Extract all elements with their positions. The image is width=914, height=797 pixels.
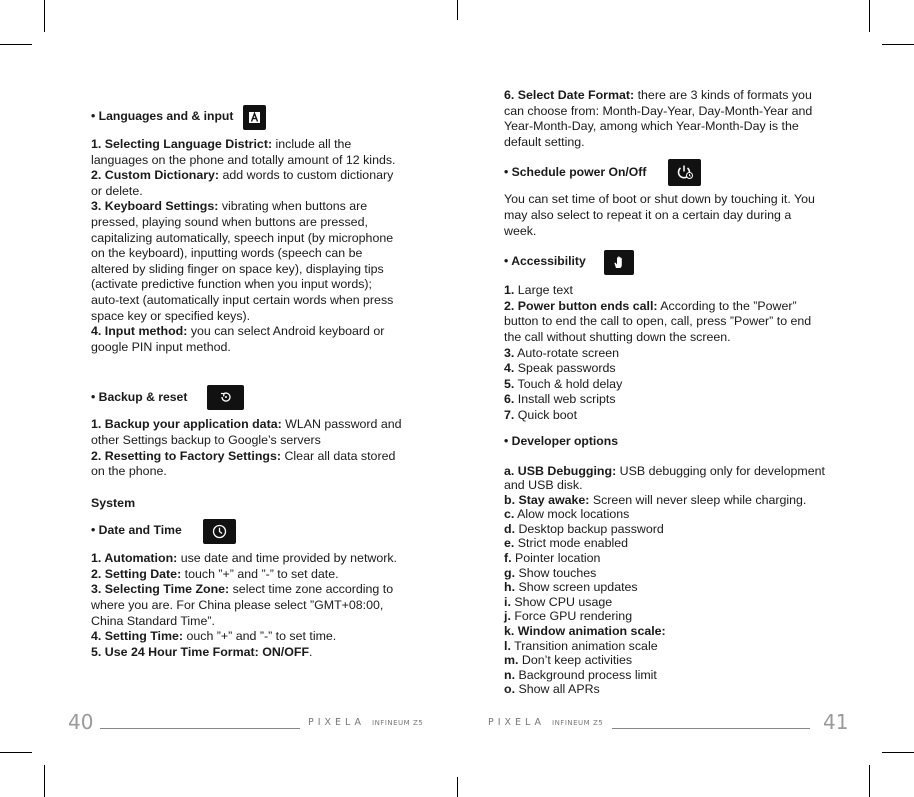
crop-mark (869, 765, 870, 797)
model-label: INFINEUM Z5 (552, 719, 604, 727)
accessibility-item: 4. Speak passwords (504, 361, 616, 376)
crop-mark (882, 44, 914, 45)
datetime-item: 3. Selecting Time Zone: select time zone according to where you are. For China please select ”GMT+08:00, China Standard Time”. (91, 582, 394, 628)
hand-icon (604, 250, 634, 275)
datetime-item: 4. Setting Time: ouch ”+” and ”-” to set time. (91, 629, 337, 644)
schedule-text: You can set time of boot or shut down by touching it. You may also select to repeat it on a certain day during a week. (504, 192, 815, 238)
backup-item: 2. Resetting to Factory Settings: Clear all data stored on the phone. (91, 448, 396, 479)
developer-item: o. Show all APRs (504, 682, 600, 697)
date-format-item: 6. Select Date Format: there are 3 kinds of formats you can choose from: Month-Day-Year, Day-Month-Year and Year-Month-Day, among which Year-Month-Day is the default setting. (504, 88, 813, 149)
developer-item: a. USB Debugging: USB debugging only for development and USB disk. (504, 463, 825, 493)
developer-item: c. Alow mock locations (504, 507, 630, 522)
developer-item: b. Stay awake: Screen will never sleep while charging. (504, 492, 807, 507)
page-number-left: 40 (68, 710, 94, 734)
language-item: 2. Custom Dictionary: add words to custom dictionary or delete. (91, 168, 394, 198)
developer-item: i. Show CPU usage (504, 594, 613, 609)
developer-item: l. Transition animation scale (504, 638, 658, 653)
brand-logo: PIXELA (488, 717, 546, 728)
datetime-item: 1. Automation: use date and time provided by network. (91, 551, 397, 566)
keyboard-a-icon (243, 105, 266, 130)
developer-item: h. Show screen updates (504, 580, 638, 595)
datetime-item: 2. Setting Date: touch ”+” and ”-” to set date. (91, 566, 339, 581)
crop-mark (869, 0, 870, 32)
language-item: 3. Keyboard Settings: vibrating when buttons are pressed, playing sound when buttons are pressed, capitalizing automatically, speech input (by microphone on the keyboard), inputting words (speech can be altered by sliding finger on space key), displaying tips (activate predictive function when you input words); auto-text (automatically input certain words when press space key or specified keys). (91, 199, 394, 323)
language-item: 1. Selecting Language District: include all the languages on the phone and totally amount of 12 kinds. (91, 137, 396, 167)
clock-icon (203, 519, 236, 544)
accessibility-item: 5. Touch & hold delay (504, 376, 623, 391)
crop-mark (457, 0, 458, 20)
accessibility-item: 7. Quick boot (504, 407, 578, 422)
accessibility-item: 6. Install web scripts (504, 392, 616, 407)
right-page-column (504, 88, 826, 697)
developer-item: n. Background process limit (504, 667, 657, 682)
crop-mark (0, 44, 32, 45)
developer-item: m. Don’t keep activities (504, 653, 633, 668)
developer-list (504, 464, 826, 698)
developer-heading: • Developer options (504, 433, 618, 448)
footer-rule (100, 728, 300, 729)
accessibility-item: 1. Large text (504, 283, 573, 298)
crop-mark (457, 777, 458, 797)
accessibility-heading: • Accessibility (504, 248, 826, 276)
page-number-right: 41 (823, 710, 849, 734)
system-label: System (91, 495, 136, 510)
backup-item: 1. Backup your application data: WLAN password and other Settings backup to Google’s servers (91, 417, 402, 447)
crop-mark (0, 752, 32, 753)
datetime-heading: • Date and Time (91, 517, 403, 545)
crop-mark (882, 752, 914, 753)
developer-item: f. Pointer location (504, 551, 601, 566)
developer-item: e. Strict mode enabled (504, 536, 628, 551)
crop-mark (44, 0, 45, 32)
footer-rule (612, 728, 810, 729)
power-schedule-icon (668, 159, 701, 186)
model-label: INFINEUM Z5 (372, 719, 424, 727)
developer-item: d. Desktop backup password (504, 521, 664, 536)
accessibility-item: 3. Auto-rotate screen (504, 345, 620, 360)
brand-logo: PIXELA (308, 717, 366, 728)
backup-reset-icon (207, 385, 244, 410)
language-item: 4. Input method: you can select Android keyboard or google PIN input method. (91, 324, 385, 354)
crop-mark (44, 765, 45, 797)
languages-heading: • Languages and & input (91, 103, 403, 131)
backup-heading: • Backup & reset (91, 383, 403, 411)
accessibility-item: 2. Power button ends call: According to the ”Power” button to end the call to open, call, press ”Power” to end the call without shutting down the screen. (504, 298, 812, 344)
schedule-heading: • Schedule power On/Off (504, 158, 826, 186)
datetime-item: 5. Use 24 Hour Time Format: ON/OFF. (91, 644, 313, 659)
developer-item: j. Force GPU rendering (504, 609, 633, 624)
developer-item: k. Window animation scale: (504, 624, 666, 639)
left-page-column (91, 103, 403, 660)
developer-item: g. Show touches (504, 565, 597, 580)
